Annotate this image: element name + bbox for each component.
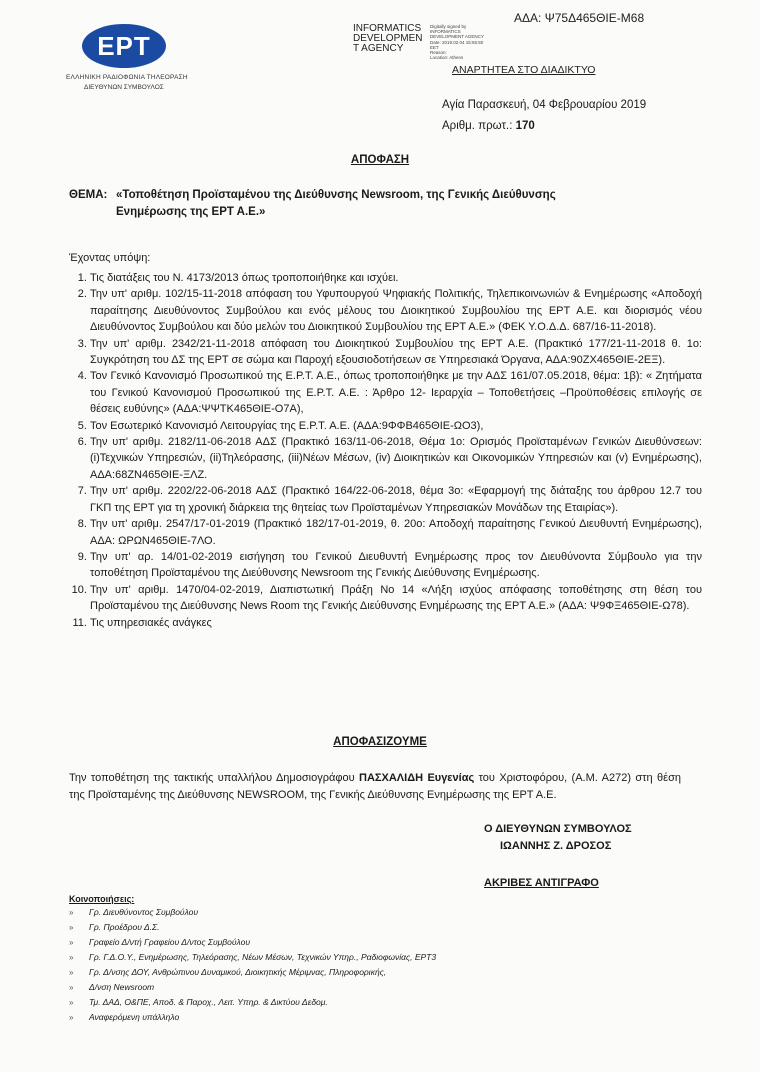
list-item: 7. Την υπ' αριθμ. 2202/22-06-2018 ΑΔΣ (Πρακτικό 164/22-06-2018, θέμα 3ο: «Εφαρμογή της διάταξης του άρθρου 12.7 του ΓΚΠ της ΕΡΤ για τη χρονική διάρκεια της θητείας των Προϊσταμένων Υπηρεσιακών Μονάδων της Εταιρίας»). bbox=[90, 483, 702, 516]
signature-line: Digitally signed by bbox=[430, 24, 467, 29]
list-item: 10. Την υπ' αριθμ. 1470/04-02-2019, Διαπιστωτική Πράξη Νο 14 «Λήξη ισχύος απόφασης τοποθέτησης στη θέση του Προϊσταμένου της Διεύθυνσης News Room της Γενικής Διεύθυνσης Ενημέρωσης της ΕΡΤ Α.Ε.» (ΑΔΑ: Ψ9ΦΞ465ΘΙΕ-Ω78). bbox=[90, 582, 702, 615]
bullet-icon: » bbox=[69, 998, 74, 1007]
protocol-value: 170 bbox=[515, 120, 535, 132]
body-text-post: του Χριστοφόρου, (Α.Μ. Α272) στη θέση της Προϊσταμένης της Διεύθυνσης NEWSROOM, της Γενικής Διεύθυνσης Ενημέρωσης της ΕΡΤ Α.Ε. bbox=[69, 772, 681, 801]
list-item: 11. Τις υπηρεσιακές ανάγκες bbox=[90, 615, 702, 631]
signature-line: Date: 2019.02.04 15:55:50 bbox=[430, 39, 484, 45]
signing-agency bbox=[353, 24, 433, 54]
list-item: 4. Τον Γενικό Κανονισμό Προσωπικού της Ε.Ρ.Τ. Α.Ε., όπως τροποποιήθηκε με την ΑΔΣ 161/07.05.2018, θέμα: 1β): « Ζητήματα του Γενικού Κανονισμού Προσωπικού της Ε.Ρ.Τ. Α.Ε. : Άρθρο 12- Ιεραρχία – Τοποθετήσεις –Προϋποθέσεις επιλογής σε θέσεις ευθύνης» (ΑΔΑ:ΨΨΤΚ465ΘΙΕ-Ο7Α), bbox=[90, 368, 702, 417]
subject bbox=[69, 187, 647, 221]
decision-title: ΑΠΟΦΑΣΗ bbox=[350, 154, 410, 166]
list-item: » Δ/νση Newsroom bbox=[69, 980, 436, 995]
considering-label: Έχοντας υπόψη: bbox=[69, 252, 151, 264]
list-item: 6. Την υπ' αριθμ. 2182/11-06-2018 ΑΔΣ (Πρακτικό 163/11-06-2018, Θέμα 1ο: Ορισμός Προϊσταμένων Γενικών Διευθύνσεων: (i)Τεχνικών Υπηρεσιών, (ii)Τηλεόρασης, (iii)Νέων Μέσων, (iv) Διοικητικών και Οικονομικών Υπηρεσιών και (v) Ενημέρωσης), ΑΔΑ:68ΖΝ465ΘΙΕ-ΞΛΖ. bbox=[90, 434, 702, 483]
bullet-icon: » bbox=[69, 983, 74, 992]
list-item: » Γρ. Γ.Δ.Ο.Υ., Ενημέρωσης, Τηλεόρασης, Νέων Μέσων, Τεχνικών Υπηρ., Ραδιοφωνίας, ΕΡΤ3 bbox=[69, 950, 436, 965]
protocol-label: Αριθμ. πρωτ.: bbox=[442, 120, 513, 132]
posted-online-note: ΑΝΑΡΤΗΤΕΑ ΣΤΟ ΔΙΑΔΙΚΤΥΟ bbox=[452, 64, 596, 76]
signature-line: Location: Athens bbox=[430, 55, 464, 61]
list-item: 9. Την υπ' αρ. 14/01-02-2019 εισήγηση του Γενικού Διευθυντή Ενημέρωσης προς τον Διευθύνοντα Σύμβουλο για την τοποθέτηση Προϊσταμένου της Διεύθυνσης Newsroom της Γενικής Διεύθυνσης Ενημέρωσης. bbox=[90, 549, 702, 582]
agency-line: T AGENCY bbox=[353, 43, 404, 54]
list-item: » Αναφερόμενη υπάλληλο bbox=[69, 1010, 436, 1025]
list-item: 3. Την υπ' αριθμ. 2342/21-11-2018 απόφαση του Διοικητικού Συμβουλίου της ΕΡΤ Α.Ε. (Πρακτικό 177/21-11-2018 θ. 1ο: Συγκρότηση του ΔΣ της ΕΡΤ σε σώμα και Παροχή εξουσιοδοτήσεων σε Υπηρεσιακά Όργανα, ΑΔΑ:90ΖΧ465ΘΙΕ-2ΕΞ). bbox=[90, 336, 702, 369]
body-text-pre: Την τοποθέτηση της τακτικής υπαλλήλου Δημοσιογράφου bbox=[69, 772, 360, 784]
signer-name: ΙΩΑΝΝΗΣ Ζ. ΔΡΟΣΟΣ bbox=[500, 840, 612, 852]
bullet-icon: » bbox=[69, 953, 74, 962]
logo-caption-line1: ΕΛΛΗΝΙΚΗ ΡΑΔΙΟΦΩΝΙΑ ΤΗΛΕΟΡΑΣΗ bbox=[66, 74, 188, 81]
subject-label: ΘΕΜΑ: bbox=[69, 189, 108, 201]
document-date: Αγία Παρασκευή, 04 Φεβρουαρίου 2019 bbox=[442, 99, 647, 111]
list-item: 5. Τον Εσωτερικό Κανονισμό Λειτουργίας της Ε.Ρ.Τ. Α.Ε. (ΑΔΑ:9ΦΦΒ465ΘΙΕ-ΩΟ3), bbox=[90, 418, 702, 434]
logo-caption-line2: ΔΙΕΥΘΥΝΩΝ ΣΥΜΒΟΥΛΟΣ bbox=[84, 84, 164, 91]
list-item: 1. Τις διατάξεις του Ν. 4173/2013 όπως τροποποιήθηκε και ισχύει. bbox=[90, 270, 702, 286]
subject-line2: Ενημέρωσης της ΕΡΤ Α.Ε.» bbox=[116, 206, 266, 218]
list-item: » Γραφείο Δ/ντή Γραφείου Δ/ντος Συμβούλου bbox=[69, 935, 436, 950]
list-item: » Γρ. Δ/νσης ΔΟΥ, Ανθρώπινου Δυναμικού, Διοικητικής Μέριμνας, Πληροφορικής, bbox=[69, 965, 436, 980]
considerations-list bbox=[68, 270, 702, 631]
bullet-icon: » bbox=[69, 968, 74, 977]
we-decide-title: ΑΠΟΦΑΣΙΖΟΥΜΕ bbox=[333, 736, 427, 748]
bullet-icon: » bbox=[69, 908, 74, 917]
list-item: » Γρ. Διευθύνοντος Συμβούλου bbox=[69, 905, 436, 920]
distribution-title: Κοινοποιήσεις: bbox=[69, 894, 135, 904]
signature-line: DEVELOPMENT AGENCY bbox=[430, 34, 484, 40]
signature-line: EET bbox=[430, 44, 439, 50]
signature-line: Reason: bbox=[430, 50, 447, 56]
list-item: » Γρ. Προέδρου Δ.Σ. bbox=[69, 920, 436, 935]
subject-line1: «Τοποθέτηση Προϊσταμένου της Διεύθυνσης Newsroom, της Γενικής Διεύθυνσης bbox=[116, 189, 556, 201]
list-item: » Τμ. ΔΑΔ, Ο&ΠΕ, Αποδ. & Παροχ., Λειτ. Υπηρ. & Δικτύου Δεδομ. bbox=[69, 995, 436, 1010]
agency-line: INFORMATICS bbox=[353, 23, 422, 34]
protocol-number bbox=[442, 120, 535, 132]
true-copy-label: ΑΚΡΙΒΕΣ ΑΝΤΙΓΡΑΦΟ bbox=[484, 877, 599, 889]
distribution-list bbox=[69, 905, 436, 1025]
digital-signature-info bbox=[430, 24, 510, 60]
list-item: 2. Την υπ' αριθμ. 102/15-11-2018 απόφαση του Υφυπουργού Ψηφιακής Πολιτικής, Τηλεπικοινωνιών & Ενημέρωσης «Αποδοχή παραίτησης Διευθύνοντος Συμβούλου και ενός μέλους του Διοικητικού Συμβουλίου της ΕΡΤ Α.Ε. και διορισμός νέου Διευθύνοντος Συμβούλου και δύο μελών του Διοικητικού Συμβουλίου της ΕΡΤ Α.Ε.» (ΦΕΚ Υ.Ο.Δ.Δ. 687/16-11-2018). bbox=[90, 286, 702, 335]
bullet-icon: » bbox=[69, 1013, 74, 1022]
ada-code: ΑΔΑ: Ψ75Δ465ΘΙΕ-Μ68 bbox=[514, 11, 645, 25]
signer-title: Ο ΔΙΕΥΘΥΝΩΝ ΣΥΜΒΟΥΛΟΣ bbox=[484, 823, 632, 835]
ert-logo: ΕΡΤ bbox=[82, 24, 166, 68]
agency-line: DEVELOPMEN bbox=[353, 33, 423, 44]
signature-line: INFORMATICS bbox=[430, 29, 461, 35]
bullet-icon: » bbox=[69, 938, 74, 947]
employee-name: ΠΑΣΧΑΛΙΔΗ Ευγενίας bbox=[359, 772, 475, 784]
bullet-icon: » bbox=[69, 923, 74, 932]
decision-body bbox=[69, 770, 681, 804]
list-item: 8. Την υπ' αριθμ. 2547/17-01-2019 (Πρακτικό 182/17-01-2019, θ. 20ο: Αποδοχή παραίτησης Γενικού Διευθυντή Ενημέρωσης), ΑΔΑ: ΩΡΩΝ465ΘΙΕ-7ΛΟ. bbox=[90, 516, 702, 549]
